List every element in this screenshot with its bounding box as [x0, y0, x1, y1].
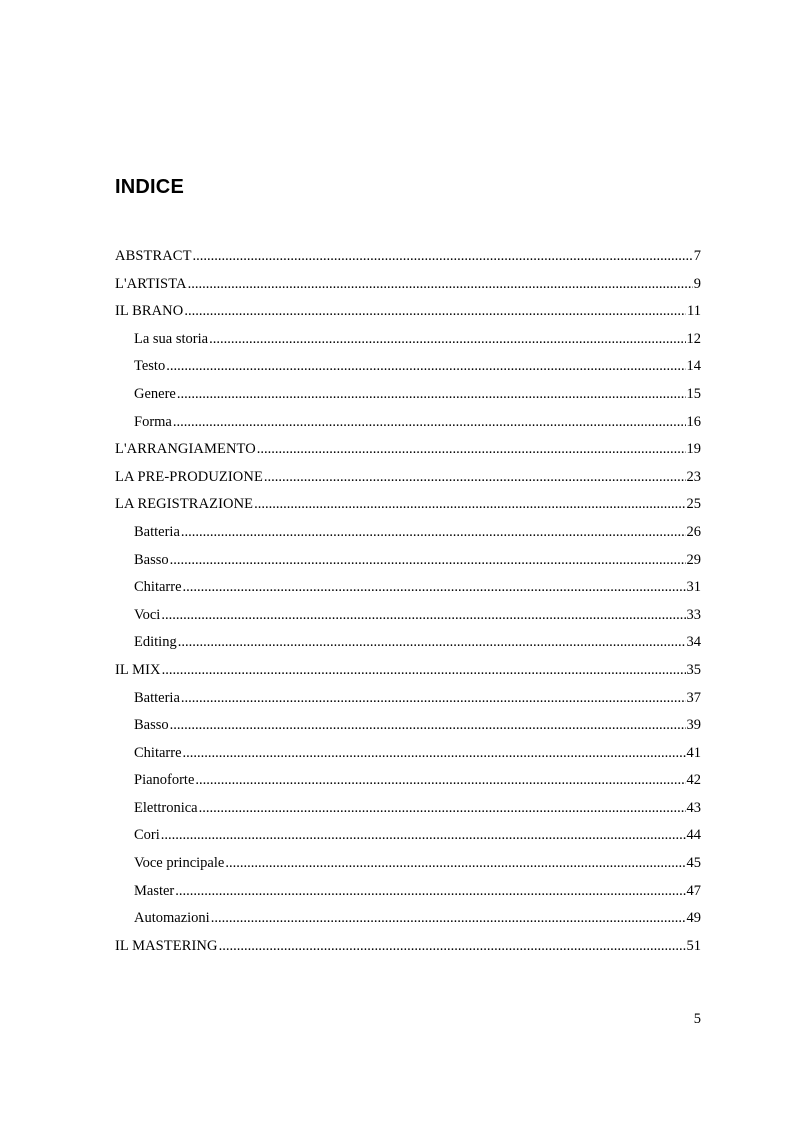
toc-subsection[interactable] — [115, 795, 701, 823]
dot-leader — [178, 629, 686, 657]
toc-entry-label: ABSTRACT — [115, 248, 192, 264]
toc-entry-label: Cori — [134, 827, 160, 844]
toc-subsection[interactable] — [115, 519, 701, 547]
toc-entry-page: 29 — [686, 551, 701, 568]
toc-entry-label: Forma — [134, 413, 172, 430]
toc-section[interactable] — [115, 436, 701, 464]
toc-subsection[interactable] — [115, 712, 701, 740]
toc-subsection[interactable] — [115, 574, 701, 602]
toc-entry-label: La sua storia — [134, 330, 209, 347]
dot-leader — [209, 326, 685, 354]
toc-entry-page: 11 — [687, 303, 701, 320]
dot-leader — [181, 519, 686, 547]
toc-entry-page: 16 — [686, 413, 701, 430]
toc-entry-label: Voci — [134, 606, 161, 623]
dot-leader — [177, 381, 686, 409]
dot-leader — [166, 353, 685, 381]
toc-entry-page: 26 — [686, 523, 701, 540]
toc-entry-label: Genere — [134, 385, 176, 402]
toc-entry-page: 44 — [686, 827, 701, 844]
dot-leader — [170, 547, 686, 575]
toc-entry-label: L'ARTISTA — [115, 275, 187, 292]
dot-leader — [162, 657, 686, 685]
toc-subsection[interactable] — [115, 381, 701, 409]
toc-entry-page: 37 — [686, 689, 701, 706]
toc-entry-page: 14 — [686, 358, 701, 375]
toc-entry-page: 9 — [693, 275, 701, 292]
toc-entry-label: Batteria — [134, 523, 180, 540]
toc-subsection[interactable] — [115, 905, 701, 933]
dot-leader — [170, 712, 686, 740]
toc-section[interactable] — [115, 491, 701, 519]
toc-entry-label: Basso — [134, 717, 169, 734]
toc-entry-label: LA PRE-PRODUZIONE — [115, 468, 263, 485]
toc-entry-page: 25 — [686, 496, 701, 513]
dot-leader — [181, 685, 686, 713]
dot-leader — [225, 850, 685, 878]
toc-entry-page: 35 — [686, 661, 701, 678]
toc-section[interactable] — [115, 464, 701, 492]
toc-subsection[interactable] — [115, 326, 701, 354]
dot-leader — [175, 878, 685, 906]
toc-entry-label: Chitarre — [134, 579, 182, 596]
toc-entry-label: Batteria — [134, 689, 180, 706]
toc-entry-label: Automazioni — [134, 910, 210, 927]
toc-entry-page: 19 — [686, 441, 701, 458]
toc-section[interactable] — [115, 298, 701, 326]
toc-entry-page: 34 — [686, 634, 701, 651]
toc-section[interactable] — [115, 657, 701, 685]
dot-leader — [183, 740, 686, 768]
toc-entry-page: 33 — [686, 606, 701, 623]
dot-leader — [195, 767, 685, 795]
toc-subsection[interactable] — [115, 685, 701, 713]
toc-subsection[interactable] — [115, 822, 701, 850]
toc-subsection[interactable] — [115, 878, 701, 906]
toc-entry-label: Elettronica — [134, 799, 198, 816]
dot-leader — [184, 298, 686, 326]
toc-entry-page: 31 — [686, 579, 701, 596]
toc-entry-label: LA REGISTRAZIONE — [115, 496, 254, 513]
toc-entry-page: 39 — [686, 717, 701, 734]
toc-entry-page: 51 — [686, 937, 701, 954]
toc-entry-label: Chitarre — [134, 744, 182, 761]
toc-entry-page: 42 — [686, 772, 701, 789]
toc-subsection[interactable] — [115, 740, 701, 768]
toc-entry-label: IL BRANO — [115, 303, 184, 320]
dot-leader — [161, 602, 685, 630]
table-of-contents — [115, 243, 701, 960]
toc-entry-label: Master — [134, 882, 175, 899]
dot-leader — [183, 574, 686, 602]
toc-subsection[interactable] — [115, 353, 701, 381]
toc-entry-page: 45 — [686, 855, 701, 872]
dot-leader — [161, 822, 686, 850]
toc-subsection[interactable] — [115, 850, 701, 878]
toc-entry-label: IL MIX — [115, 661, 161, 678]
toc-entry-label: Pianoforte — [134, 772, 195, 789]
toc-entry-label: Basso — [134, 551, 169, 568]
toc-entry-page: 15 — [686, 385, 701, 402]
toc-subsection[interactable] — [115, 767, 701, 795]
toc-entry-page: 47 — [686, 882, 701, 899]
page-title: INDICE — [115, 176, 184, 198]
toc-entry-page: 7 — [693, 248, 701, 264]
toc-entry-label: IL MASTERING — [115, 937, 218, 954]
dot-leader — [173, 409, 686, 437]
toc-entry-label: Voce principale — [134, 855, 225, 872]
toc-section[interactable] — [115, 933, 701, 961]
toc-subsection[interactable] — [115, 409, 701, 437]
toc-entry-page: 43 — [686, 799, 701, 816]
toc-entry-page: 41 — [686, 744, 701, 761]
dot-leader — [254, 491, 685, 519]
toc-subsection[interactable] — [115, 629, 701, 657]
dot-leader — [193, 243, 693, 271]
dot-leader — [211, 905, 686, 933]
toc-subsection[interactable] — [115, 547, 701, 575]
toc-section[interactable] — [115, 243, 701, 271]
toc-entry-label: Testo — [134, 358, 166, 375]
toc-entry-label: Editing — [134, 634, 177, 651]
toc-entry-page: 12 — [686, 330, 701, 347]
dot-leader — [199, 795, 686, 823]
page-number: 5 — [693, 1011, 701, 1027]
toc-entry-label: L'ARRANGIAMENTO — [115, 441, 256, 458]
dot-leader — [264, 464, 686, 492]
toc-entry-page: 49 — [686, 910, 701, 927]
dot-leader — [219, 933, 686, 961]
dot-leader — [188, 271, 693, 299]
toc-entry-page: 23 — [686, 468, 701, 485]
toc-subsection[interactable] — [115, 602, 701, 630]
dot-leader — [257, 436, 686, 464]
toc-section[interactable] — [115, 271, 701, 299]
